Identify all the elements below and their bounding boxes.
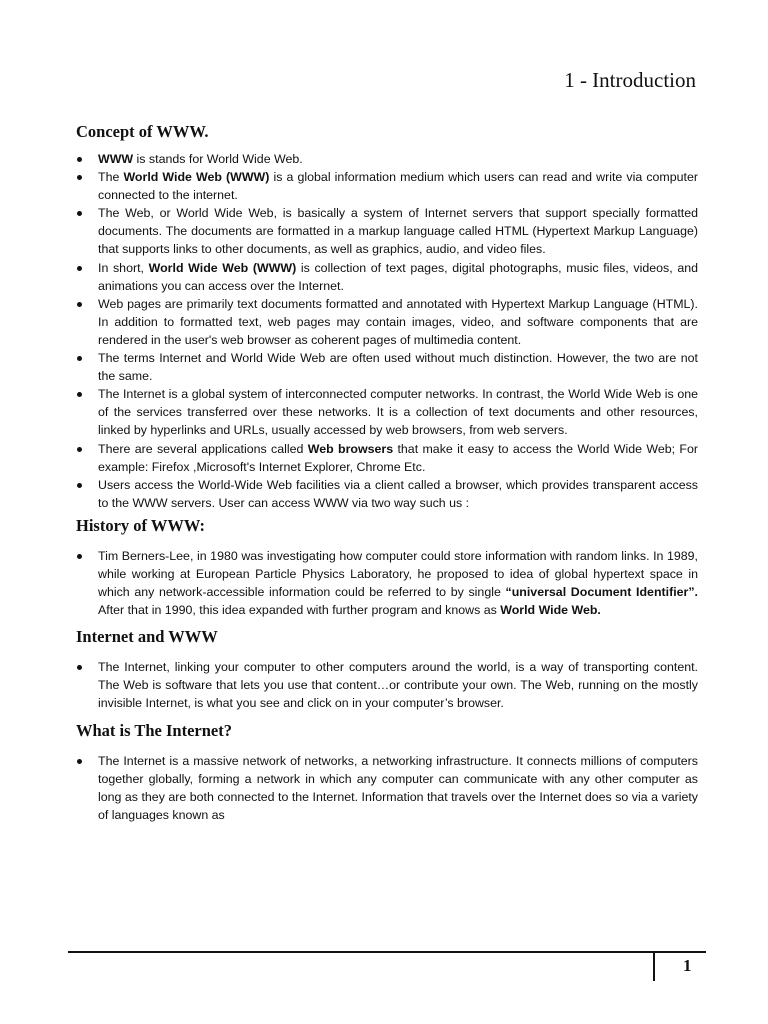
list-item: The Internet is a massive network of networks, a networking infrastructure. It connects millions of computers together globally, forming a network in which any computer can communicate with any other computer as long as they are both connected to the Internet. Information that travels over the Internet does so via a variety of languages known as: [76, 752, 698, 824]
list-item: The Internet is a global system of interconnected computer networks. In contrast, the World Wide Web is one of the services transferred over these networks. It is a collection of text documents and other resources, linked by hyperlinks and URLs, usually accessed by web browsers, from web servers.: [76, 385, 698, 439]
list-item: The Internet, linking your computer to other computers around the world, is a way of transporting content. The Web is software that lets you use that content…or contribute your own. The Web, running on the mostly invisible Internet, is what you see and click on in your computer’s browser.: [76, 658, 698, 712]
bold-text: “universal Document Identifier”.: [505, 585, 698, 600]
list-item: In short, World Wide Web (WWW) is collection of text pages, digital photographs, music files, videos, and animations you can access over the Internet.: [76, 259, 698, 295]
list-item: There are several applications called Web browsers that make it easy to access the World Wide Web; For example: Firefox ,Microsoft's Internet Explorer, Chrome Etc.: [76, 440, 698, 476]
footer-separator: [653, 953, 655, 981]
section-internet-and-www: [76, 625, 698, 712]
document-body: [76, 120, 698, 824]
section-heading: Internet and WWW: [76, 627, 218, 647]
list-item: Web pages are primarily text documents formatted and annotated with Hypertext Markup Language (HTML). In addition to formatted text, web pages may contain images, video, and software components that are rendered in the user's web browser as coherent pages of multimedia content.: [76, 295, 698, 349]
section-concept-of-www: [76, 120, 698, 512]
bold-text: World Wide Web.: [500, 603, 601, 618]
list-item: Users access the World-Wide Web facilities via a client called a browser, which provides transparent access to the WWW servers. User can access WWW via two way such us :: [76, 476, 698, 512]
bold-text: WWW: [98, 152, 134, 166]
section-what-is-the-internet: [76, 719, 698, 824]
section-history-of-www: [76, 514, 698, 619]
section-heading: What is The Internet?: [76, 720, 232, 740]
section-heading: History of WWW:: [76, 515, 205, 535]
footer-rule: [68, 951, 706, 953]
bullet-list: [76, 658, 698, 712]
bullet-list: [76, 752, 698, 824]
bullet-list: [76, 547, 698, 619]
list-item: The Web, or World Wide Web, is basically a system of Internet servers that support specially formatted documents. The documents are formatted in a markup language called HTML (Hypertext Markup Language) that supports links to other documents, as well as graphics, audio, and video files.: [76, 204, 698, 258]
page-title: 1 - Introduction: [564, 68, 696, 92]
list-item: The World Wide Web (WWW) is a global information medium which users can read and write via computer connected to the internet.: [76, 168, 698, 204]
list-item: WWW is stands for World Wide Web.: [76, 150, 698, 168]
page-number: 1: [683, 956, 692, 975]
bold-text: Web browsers: [307, 441, 394, 456]
bullet-list: [76, 150, 698, 512]
bold-text: World Wide Web (WWW): [123, 170, 270, 185]
list-item: Tim Berners-Lee, in 1980 was investigating how computer could store information with random links. In 1989, while working at European Particle Physics Laboratory, he proposed to idea of global hypertext space in which any network-accessible information could be referred to by single “universal Document Identifier”. After that in 1990, this idea expanded with further program and knows as World Wide Web.: [76, 547, 698, 619]
section-heading: Concept of WWW.: [76, 122, 209, 141]
list-item: The terms Internet and World Wide Web are often used without much distinction. However, the two are not the same.: [76, 349, 698, 385]
bold-text: World Wide Web (WWW): [148, 260, 297, 275]
